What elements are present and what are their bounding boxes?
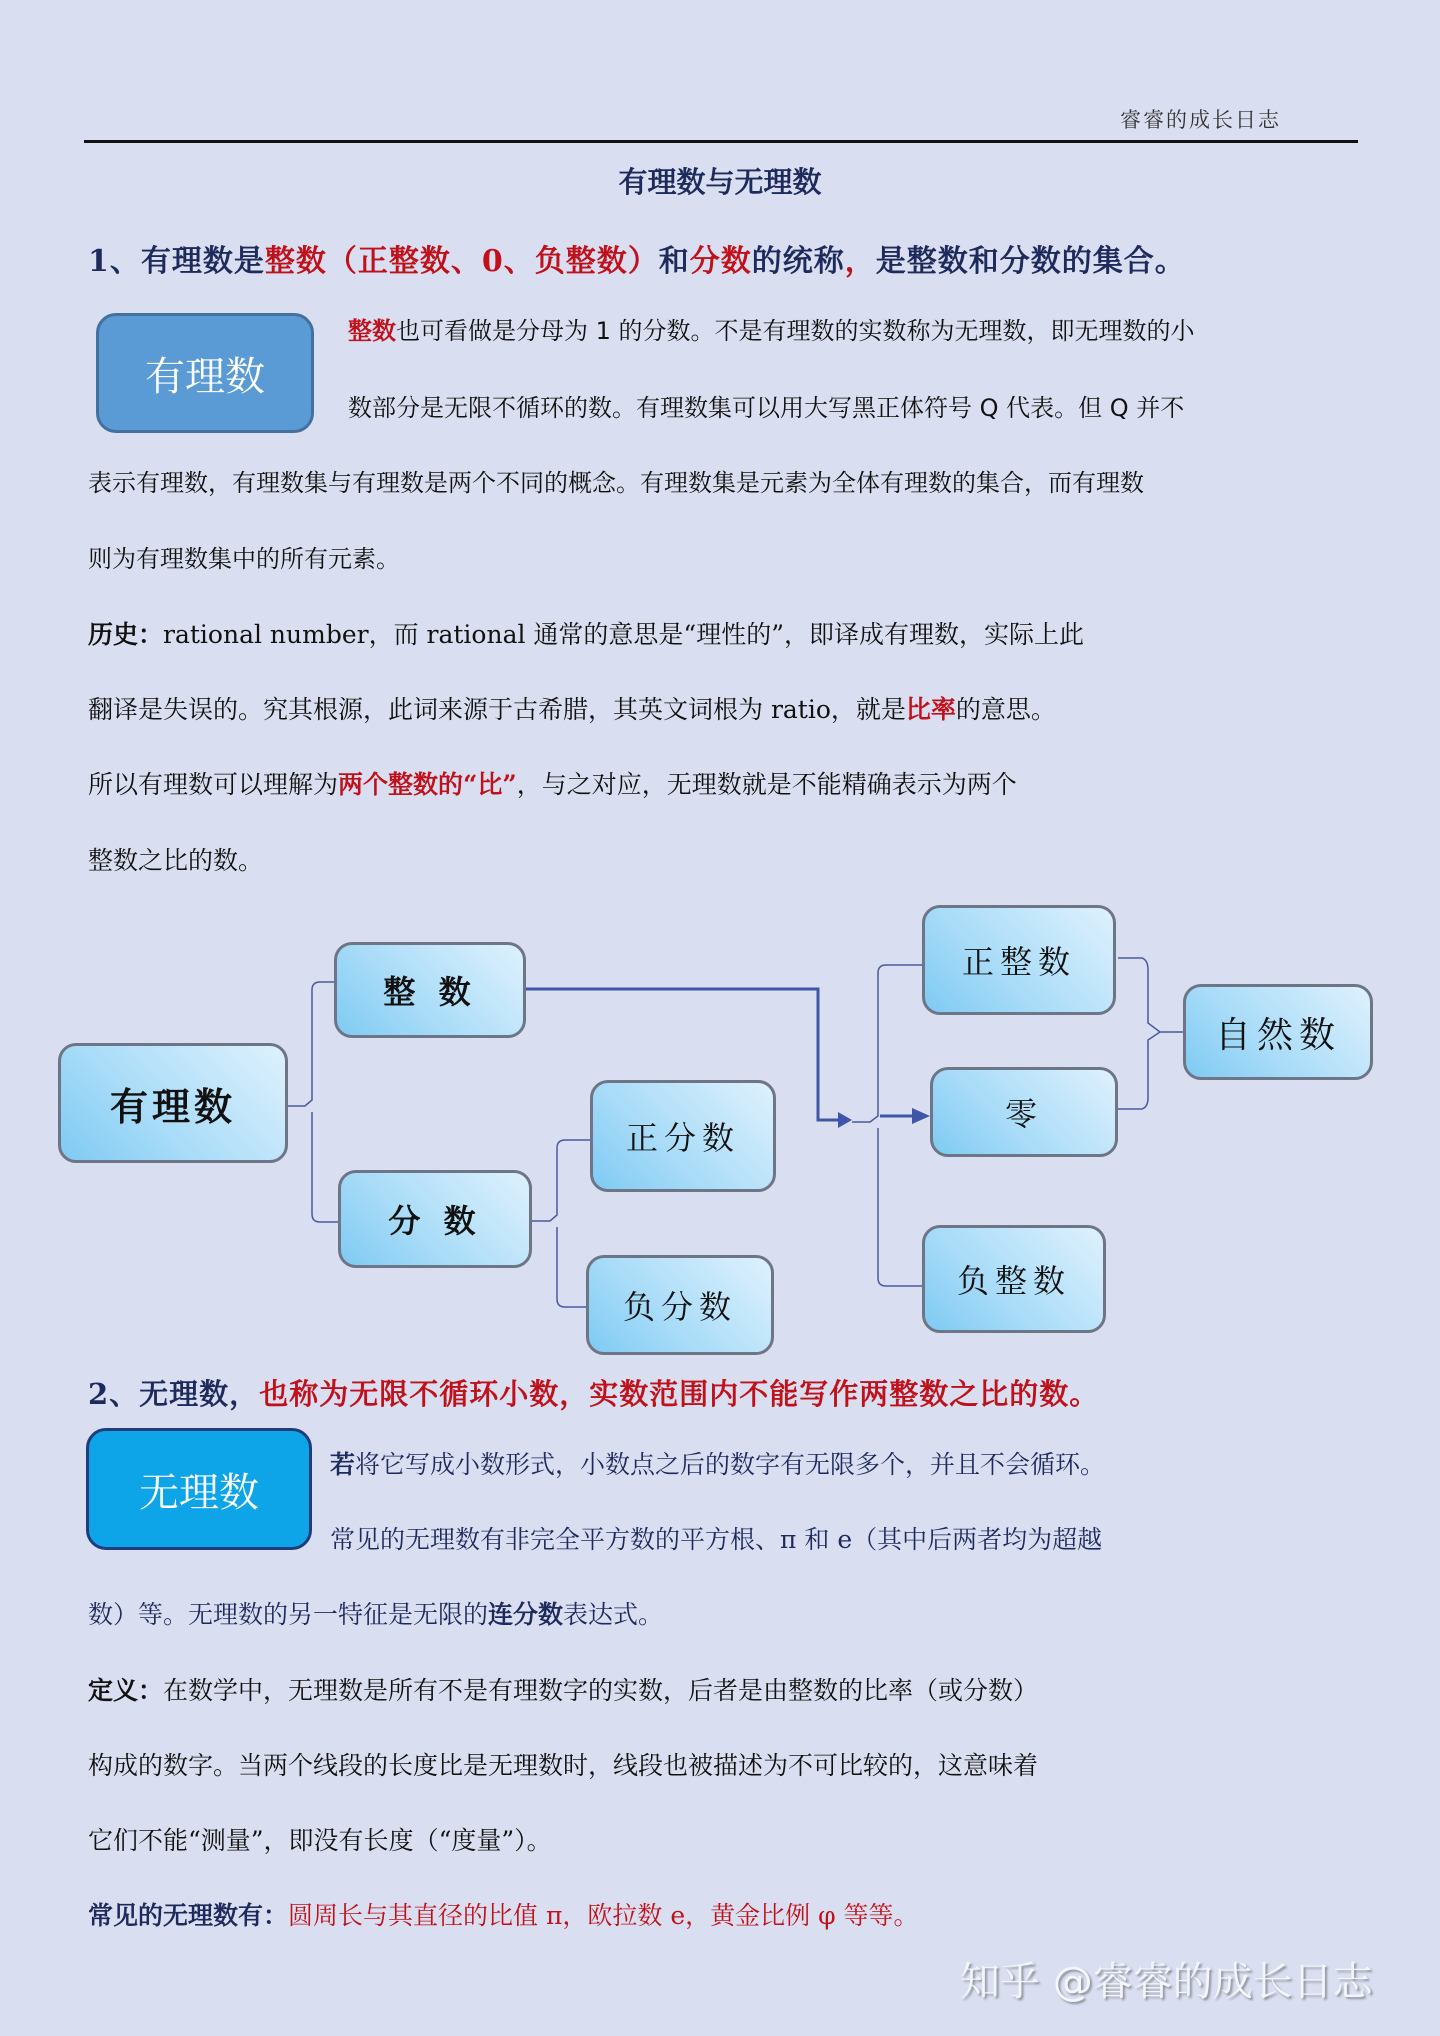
node-integer: 整 数 (334, 942, 526, 1038)
node-zero: 零 (930, 1067, 1118, 1157)
definition-text: 在数学中，无理数是所有不是有理数字的实数，后者是由整数的比率（或分数） (163, 1676, 1039, 1705)
highlight-continued-fraction: 连分数 (488, 1600, 564, 1629)
irrational-number-badge: 无理数 (86, 1428, 312, 1550)
history-text: 翻译是失误的。究其根源，此词来源于古希腊，其英文词根为 ratio，就是 (88, 695, 906, 724)
history-label: 历史： (88, 620, 164, 649)
watermark: 知乎 @睿睿的成长日志 (960, 1959, 1373, 2005)
highlight-if: 若 (330, 1450, 356, 1479)
common-examples: 圆周长与其直径的比值 π，欧拉数 e，黄金比例 φ 等等。 (288, 1901, 919, 1930)
paragraph-text: 数）等。无理数的另一特征是无限的 (88, 1600, 489, 1629)
heading-highlight-integer: 整数（正整数、0、负整数） (264, 244, 659, 279)
history-text: 的意思。 (955, 695, 1056, 724)
common-label: 常见的无理数有： (88, 1901, 289, 1930)
paragraph-text: 将它写成小数形式，小数点之后的数字有无限多个，并且不会循环。 (355, 1450, 1106, 1479)
heading-highlight: 也称为无限不循环小数，实数范围内不能写作两整数之比的数。 (259, 1377, 1100, 1411)
common-irrational-line (88, 1901, 919, 1931)
paragraph-line (88, 1600, 663, 1630)
node-positive-fraction: 正分数 (590, 1080, 776, 1192)
node-fraction: 分 数 (338, 1170, 532, 1268)
paragraph-text: 表达式。 (563, 1600, 664, 1629)
paragraph-line: 则为有理数集中的所有元素。 (88, 545, 400, 573)
highlight-two-integers-ratio: 两个整数的“比” (338, 770, 517, 799)
paragraph-line: 常见的无理数有非完全平方数的平方根、π 和 e（其中后两者均为超越 (330, 1525, 1103, 1554)
header-divider (84, 140, 1358, 143)
paragraph-line: 表示有理数，有理数集与有理数是两个不同的概念。有理数集是元素为全体有理数的集合，而有理数 (88, 469, 1144, 497)
highlight-integer: 整数 (348, 317, 396, 345)
history-line (88, 695, 1056, 725)
section1-heading (88, 236, 1186, 280)
highlight-ratio: 比率 (905, 695, 956, 724)
heading-comma: ， (844, 244, 876, 279)
heading-text: 2、无理数， (88, 1377, 260, 1411)
history-line (88, 770, 1017, 800)
section2-heading (88, 1372, 1099, 1413)
arrow-head-icon (838, 1112, 852, 1128)
history-text: rational number，而 rational 通常的意思是“理性的”，即译成有理数，实际上此 (163, 620, 1084, 649)
history-text: ，与之对应，无理数就是不能精确表示为两个 (516, 770, 1017, 799)
definition-label: 定义： (88, 1676, 164, 1705)
heading-text: 1、有理数是 (88, 244, 265, 279)
paragraph-line (330, 1450, 1105, 1480)
rational-number-badge: 有理数 (96, 313, 314, 433)
node-rational-number: 有理数 (58, 1043, 288, 1163)
heading-highlight-fraction: 分数 (689, 244, 752, 279)
history-line: 整数之比的数。 (88, 846, 264, 875)
heading-text: 的统称 (751, 244, 845, 279)
node-natural-number: 自然数 (1183, 984, 1373, 1080)
page-title: 有理数与无理数 (618, 165, 822, 199)
node-negative-integer: 负整数 (922, 1225, 1106, 1333)
definition-line: 构成的数字。当两个线段的长度比是无理数时，线段也被描述为不可比较的，这意味着 (88, 1751, 1039, 1780)
paragraph-text: 也可看做是分母为 1 的分数。不是有理数的实数称为无理数，即无理数的小 (396, 317, 1195, 345)
paragraph-line: 数部分是无限不循环的数。有理数集可以用大写黑正体符号 Q 代表。但 Q 并不 (348, 394, 1185, 422)
paragraph-line (348, 316, 1195, 346)
history-line (88, 620, 1084, 650)
arrow-head-icon (912, 1108, 930, 1124)
header-brand: 睿睿的成长日志 (1120, 108, 1281, 132)
definition-line (88, 1676, 1038, 1706)
heading-text: 和 (658, 244, 690, 279)
node-negative-fraction: 负分数 (586, 1255, 774, 1355)
history-text: 所以有理数可以理解为 (88, 770, 339, 799)
node-positive-integer: 正整数 (922, 905, 1116, 1015)
definition-line: 它们不能“测量”，即没有长度（“度量”）。 (88, 1826, 552, 1855)
heading-text: 是整数和分数的集合。 (875, 244, 1186, 279)
